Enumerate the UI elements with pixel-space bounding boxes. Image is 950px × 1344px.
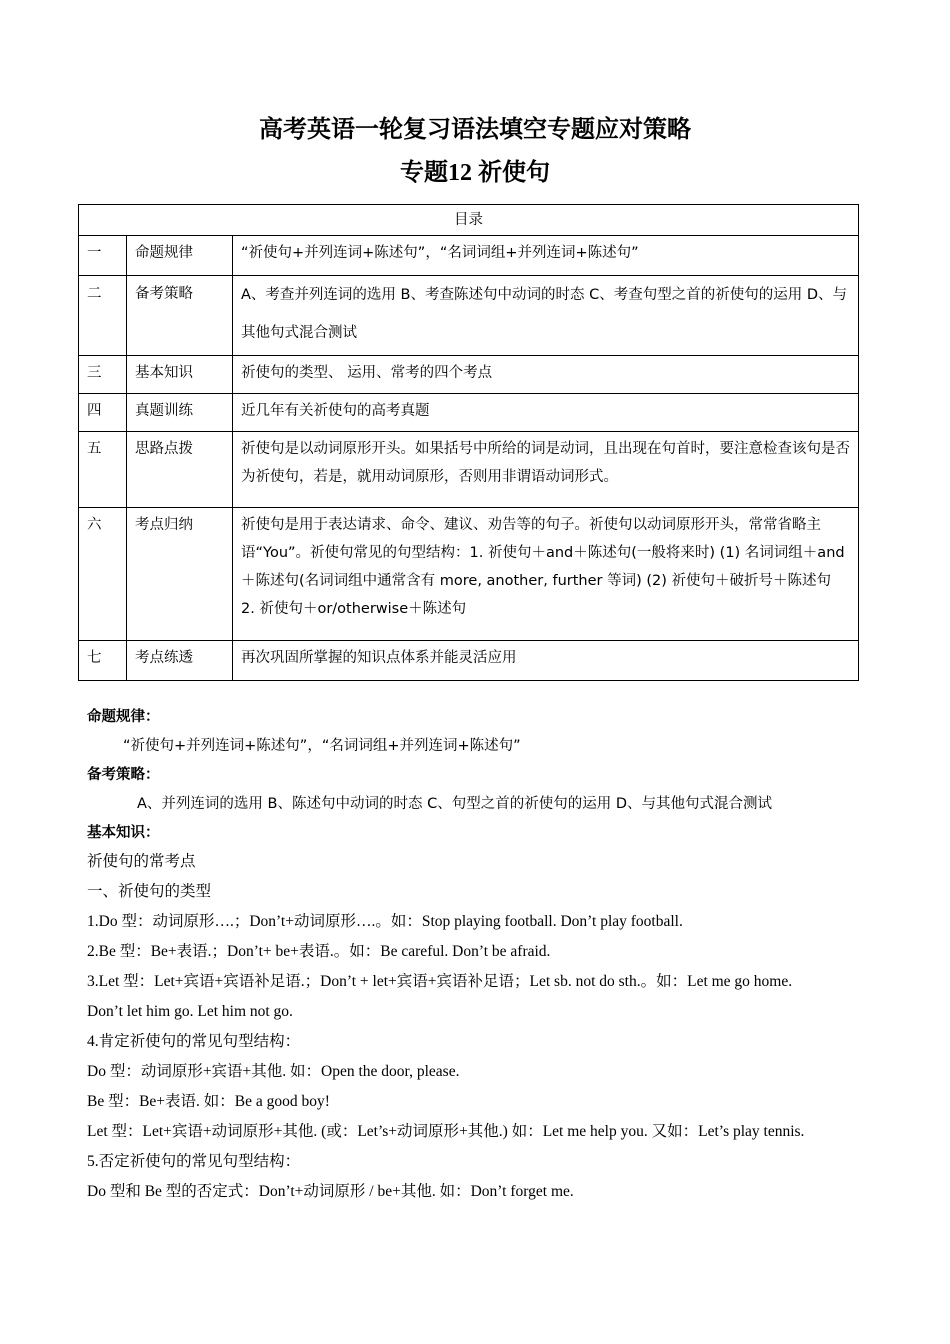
toc-desc: 再次巩固所掌握的知识点体系并能灵活应用 — [233, 641, 859, 681]
body-line: Let 型：Let+宾语+动词原形+其他. (或：Let’s+动词原形+其他.) 如：Let me help you. 又如：Let’s play tennis. — [87, 1123, 805, 1140]
strategy-heading: 备考策略： — [87, 767, 160, 783]
toc-num: 二 — [79, 276, 127, 356]
body-line: 4.肯定祈使句的常见句型结构： — [87, 1033, 301, 1050]
document-subtitle: 专题12 祈使句 — [400, 160, 550, 186]
toc-desc: A、考查并列连词的选用 B、考查陈述句中动词的时态 C、考查句型之首的祈使句的运用 D、与其他句式混合测试 — [233, 276, 859, 356]
toc-num: 七 — [79, 641, 127, 681]
toc-num: 四 — [79, 394, 127, 432]
table-row — [79, 394, 859, 432]
basic-heading: 基本知识： — [87, 825, 160, 841]
toc-name: 考点练透 — [127, 641, 233, 681]
toc-header-row — [79, 205, 859, 236]
body-line: 5.否定祈使句的常见句型结构： — [87, 1153, 301, 1170]
table-of-contents — [78, 204, 859, 681]
body-line: Don’t let him go. Let him not go. — [87, 1003, 293, 1020]
body-line: 一、祈使句的类型 — [87, 883, 212, 900]
table-row — [79, 641, 859, 681]
body-line: Do 型和 Be 型的否定式：Don’t+动词原形 / be+其他. 如：Don’t forget me. — [87, 1183, 574, 1200]
toc-num: 一 — [79, 236, 127, 276]
toc-name: 真题训练 — [127, 394, 233, 432]
toc-num: 六 — [79, 508, 127, 641]
strategy-text: A、并列连词的选用 B、陈述句中动词的时态 C、句型之首的祈使句的运用 D、与其他句式混合测试 — [137, 796, 772, 812]
rule-text: “祈使句+并列连词+陈述句”，“名词词组+并列连词+陈述句” — [123, 738, 521, 754]
rule-heading: 命题规律： — [87, 709, 160, 725]
table-row — [79, 276, 859, 356]
toc-num: 三 — [79, 356, 127, 394]
toc-name: 备考策略 — [127, 276, 233, 356]
body-line: 祈使句的常考点 — [87, 853, 196, 870]
toc-desc: 祈使句是以动词原形开头。如果括号中所给的词是动词，且出现在句首时，要注意检查该句是否为祈使句，若是，就用动词原形，否则用非谓语动词形式。 — [233, 432, 859, 508]
toc-name: 考点归纳 — [127, 508, 233, 641]
toc-desc: 祈使句的类型、 运用、常考的四个考点 — [233, 356, 859, 394]
toc-desc: 近几年有关祈使句的高考真题 — [233, 394, 859, 432]
toc-header: 目录 — [79, 205, 859, 236]
body-line: Do 型：动词原形+宾语+其他. 如：Open the door, please. — [87, 1063, 460, 1080]
table-row — [79, 236, 859, 276]
toc-name: 基本知识 — [127, 356, 233, 394]
table-row — [79, 432, 859, 508]
body-line: 2.Be 型：Be+表语.；Don’t+ be+表语.。如：Be careful. Don’t be afraid. — [87, 943, 551, 960]
toc-name: 命题规律 — [127, 236, 233, 276]
table-row — [79, 356, 859, 394]
document-title: 高考英语一轮复习语法填空专题应对策略 — [259, 117, 691, 143]
body-line: Be 型：Be+表语. 如：Be a good boy! — [87, 1093, 330, 1110]
table-row — [79, 508, 859, 641]
toc-num: 五 — [79, 432, 127, 508]
toc-name: 思路点拨 — [127, 432, 233, 508]
toc-desc: “祈使句+并列连词+陈述句”，“名词词组+并列连词+陈述句” — [233, 236, 859, 276]
toc-desc: 祈使句是用于表达请求、命令、建议、劝告等的句子。祈使句以动词原形开头，常常省略主语“You”。祈使句常见的句型结构：1. 祈使句＋and＋陈述句(一般将来时) (1) 名词词组＋and＋陈述句(名词词组中通常含有 more, another, further 等词) (2) 祈使句＋破折号＋陈述句 2. 祈使句＋or/otherwise＋陈述句 — [233, 508, 859, 641]
body-line: 3.Let 型：Let+宾语+宾语补足语.；Don’t + let+宾语+宾语补足语；Let sb. not do sth.。如：Let me go home. — [87, 973, 793, 990]
document-body — [87, 703, 877, 1207]
body-line: 1.Do 型：动词原形….；Don’t+动词原形….。如：Stop playing football. Don’t play football. — [87, 913, 683, 930]
